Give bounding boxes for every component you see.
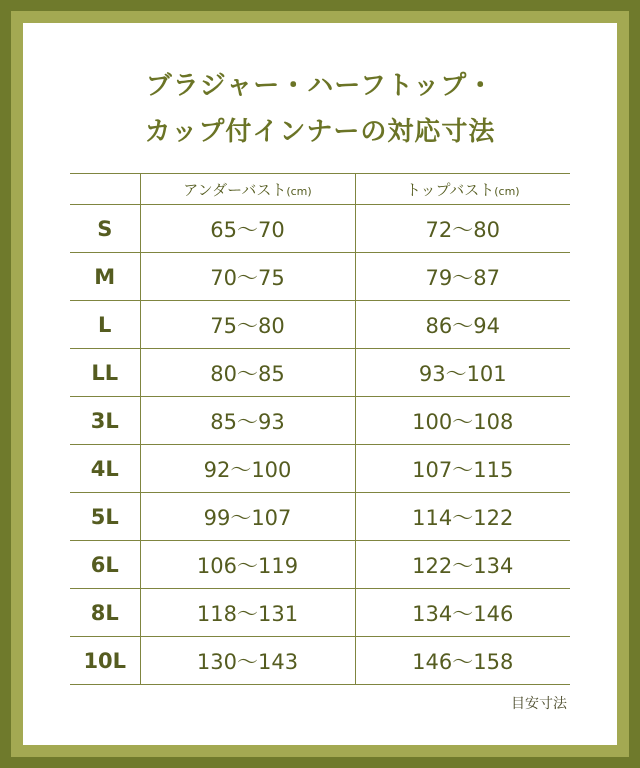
size-label: LL (70, 349, 140, 397)
size-label: L (70, 301, 140, 349)
top-bust-value: 114〜122 (355, 493, 570, 541)
table-row (70, 253, 570, 301)
under-bust-value: 75〜80 (140, 301, 355, 349)
size-label: M (70, 253, 140, 301)
size-label: 5L (70, 493, 140, 541)
under-bust-value: 106〜119 (140, 541, 355, 589)
under-bust-value: 99〜107 (140, 493, 355, 541)
under-bust-value: 92〜100 (140, 445, 355, 493)
header-top-bust-label: トップバスト (405, 180, 495, 199)
top-bust-value: 146〜158 (355, 637, 570, 685)
header-under-bust (140, 174, 355, 205)
under-bust-value: 80〜85 (140, 349, 355, 397)
table-header-row (70, 174, 570, 205)
size-label: 8L (70, 589, 140, 637)
title-line-2: カップ付インナーの対応寸法 (144, 117, 496, 147)
top-bust-value: 86〜94 (355, 301, 570, 349)
approximate-size-note: 目安寸法 (511, 696, 567, 712)
header-under-bust-label: アンダーバスト (183, 180, 287, 199)
table-row (70, 397, 570, 445)
size-label: 10L (70, 637, 140, 685)
table-row (70, 589, 570, 637)
size-chart-card (23, 23, 617, 745)
header-under-bust-unit: (cm) (286, 184, 312, 198)
under-bust-value: 65〜70 (140, 205, 355, 253)
table-row (70, 493, 570, 541)
size-label: 4L (70, 445, 140, 493)
top-bust-value: 134〜146 (355, 589, 570, 637)
header-top-bust-unit: (cm) (494, 184, 520, 198)
under-bust-value: 118〜131 (140, 589, 355, 637)
under-bust-value: 130〜143 (140, 637, 355, 685)
under-bust-value: 85〜93 (140, 397, 355, 445)
header-top-bust (355, 174, 570, 205)
table-row (70, 541, 570, 589)
title-line-1: ブラジャー・ハーフトップ・ (145, 71, 495, 101)
top-bust-value: 107〜115 (355, 445, 570, 493)
table-row (70, 301, 570, 349)
page-title (23, 63, 617, 155)
top-bust-value: 122〜134 (355, 541, 570, 589)
size-label: 6L (70, 541, 140, 589)
top-bust-value: 79〜87 (355, 253, 570, 301)
under-bust-value: 70〜75 (140, 253, 355, 301)
table-row (70, 205, 570, 253)
table-row (70, 445, 570, 493)
size-table (70, 173, 570, 685)
table-row (70, 637, 570, 685)
top-bust-value: 100〜108 (355, 397, 570, 445)
size-label: S (70, 205, 140, 253)
header-size (70, 174, 140, 205)
top-bust-value: 72〜80 (355, 205, 570, 253)
top-bust-value: 93〜101 (355, 349, 570, 397)
size-label: 3L (70, 397, 140, 445)
table-row (70, 349, 570, 397)
